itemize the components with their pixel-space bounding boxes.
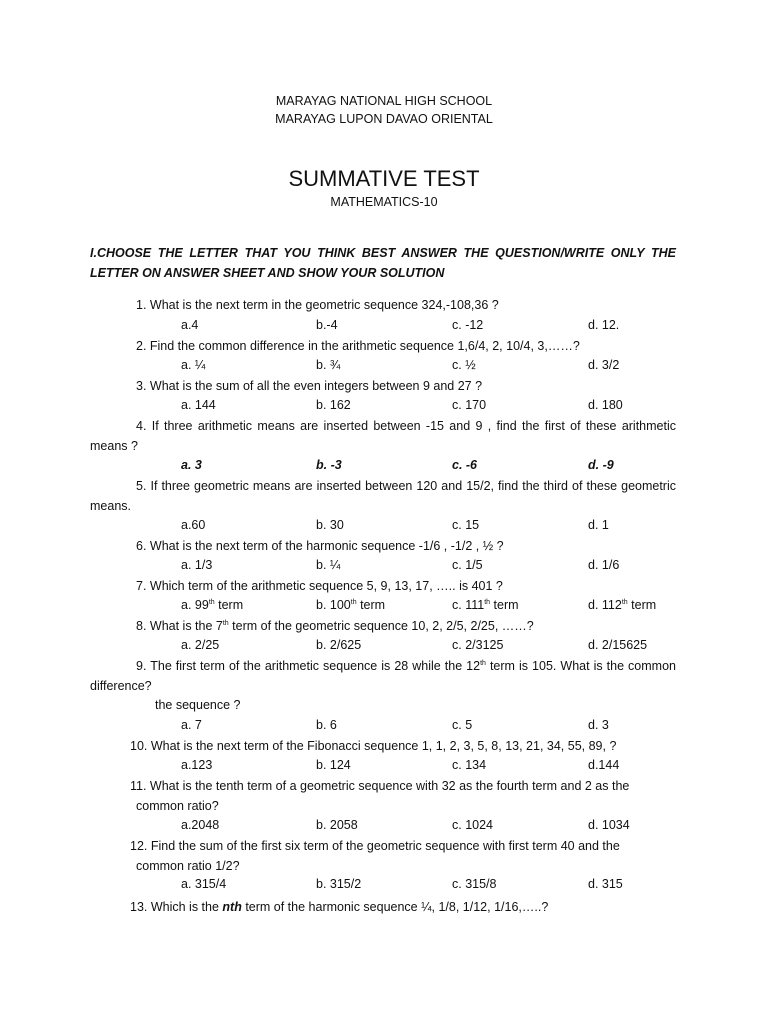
question-3: 3. What is the sum of all the even integers between 9 and 27 ? <box>136 379 483 393</box>
option-a: a.60 <box>181 518 206 532</box>
option-b: b. 2/625 <box>316 638 362 652</box>
option-b: b. -3 <box>316 458 342 472</box>
question-2: 2. Find the common difference in the arithmetic sequence 1,6/4, 2, 10/4, 3,……? <box>136 339 580 353</box>
option-a: a. 144 <box>181 398 216 412</box>
option-c: c. -12 <box>452 318 484 332</box>
option-d: d. 3 <box>588 718 609 732</box>
option-d: d. -9 <box>588 458 614 472</box>
question-7: 7. Which term of the arithmetic sequence 5, 9, 13, 17, ….. is 401 ? <box>136 579 503 593</box>
question-12-continuation: common ratio 1/2? <box>136 859 240 873</box>
option-d: d. 112th term <box>588 598 657 612</box>
option-a: a. 7 <box>181 718 202 732</box>
option-b: b.-4 <box>316 318 338 332</box>
option-c: c. 2/3125 <box>452 638 504 652</box>
question-9-continuation: the sequence ? <box>155 698 241 712</box>
option-c: c. 1024 <box>452 818 494 832</box>
option-d: d. 3/2 <box>588 358 620 372</box>
option-a: a. 3 <box>181 458 202 472</box>
option-d: d. 1/6 <box>588 558 620 572</box>
option-d: d. 1034 <box>588 818 630 832</box>
option-b: b. 30 <box>316 518 344 532</box>
option-a: a.4 <box>181 318 199 332</box>
question-11-continuation: common ratio? <box>136 799 219 813</box>
option-b: b. 124 <box>316 758 351 772</box>
question-4: 4. If three arithmetic means are inserted between -15 and 9 , find the first of these arithmetic means ? <box>90 419 676 453</box>
option-a: a.2048 <box>181 818 220 832</box>
question-13: 13. Which is the nth term of the harmonic sequence ¼, 1/8, 1/12, 1/16,…..? <box>130 900 549 914</box>
option-b: b. 315/2 <box>316 877 362 891</box>
option-d: d. 315 <box>588 877 623 891</box>
option-d: d. 2/15625 <box>588 638 648 652</box>
question-9: 9. The first term of the arithmetic sequence is 28 while the 12th term is 105. What is the common difference? <box>90 659 676 693</box>
option-c: c. -6 <box>452 458 478 472</box>
school-address: MARAYAG LUPON DAVAO ORIENTAL <box>275 112 493 126</box>
option-a: a. 2/25 <box>181 638 220 652</box>
option-c: c. 315/8 <box>452 877 497 891</box>
question-11: 11. What is the tenth term of a geometric sequence with 32 as the fourth term and 2 as the <box>130 779 630 793</box>
question-10: 10. What is the next term of the Fibonacci sequence 1, 1, 2, 3, 5, 8, 13, 21, 34, 55, 89, ? <box>130 739 617 753</box>
option-b: b. 2058 <box>316 818 358 832</box>
test-title: SUMMATIVE TEST <box>288 166 480 191</box>
option-a: a.123 <box>181 758 213 772</box>
subject: MATHEMATICS-10 <box>330 195 438 209</box>
option-c: c. 15 <box>452 518 480 532</box>
option-c: c. 134 <box>452 758 487 772</box>
option-c: c. 5 <box>452 718 473 732</box>
option-d: d. 12. <box>588 318 620 332</box>
option-d: d. 180 <box>588 398 623 412</box>
option-a: a. 1/3 <box>181 558 213 572</box>
option-a: a. ¼ <box>181 358 206 372</box>
option-c: c. 1/5 <box>452 558 483 572</box>
question-6: 6. What is the next term of the harmonic sequence -1/6 , -1/2 , ½ ? <box>136 539 504 553</box>
option-d: d.144 <box>588 758 620 772</box>
option-c: c. 170 <box>452 398 487 412</box>
option-a: a. 99th term <box>181 598 244 612</box>
option-b: b. 100th term <box>316 598 386 612</box>
question-8: 8. What is the 7th term of the geometric sequence 10, 2, 2/5, 2/25, ……? <box>136 619 534 633</box>
school-name: MARAYAG NATIONAL HIGH SCHOOL <box>275 94 493 108</box>
option-a: a. 315/4 <box>181 877 227 891</box>
instructions: I.CHOOSE THE LETTER THAT YOU THINK BEST ANSWER THE QUESTION/WRITE ONLY THE LETTER ON ANSWER SHEET AND SHOW YOUR SOLUTION <box>90 246 676 280</box>
option-b: b. ¼ <box>316 558 341 572</box>
option-c: c. 111th term <box>452 598 519 612</box>
option-c: c. ½ <box>452 358 476 372</box>
question-1: 1. What is the next term in the geometric sequence 324,-108,36 ? <box>136 298 499 312</box>
question-5: 5. If three geometric means are inserted between 120 and 15/2, find the third of these geometric means. <box>90 479 676 513</box>
option-b: b. 162 <box>316 398 351 412</box>
option-d: d. 1 <box>588 518 609 532</box>
option-b: b. ¾ <box>316 358 341 372</box>
question-12: 12. Find the sum of the first six term of the geometric sequence with first term 40 and the <box>130 839 620 853</box>
option-b: b. 6 <box>316 718 337 732</box>
